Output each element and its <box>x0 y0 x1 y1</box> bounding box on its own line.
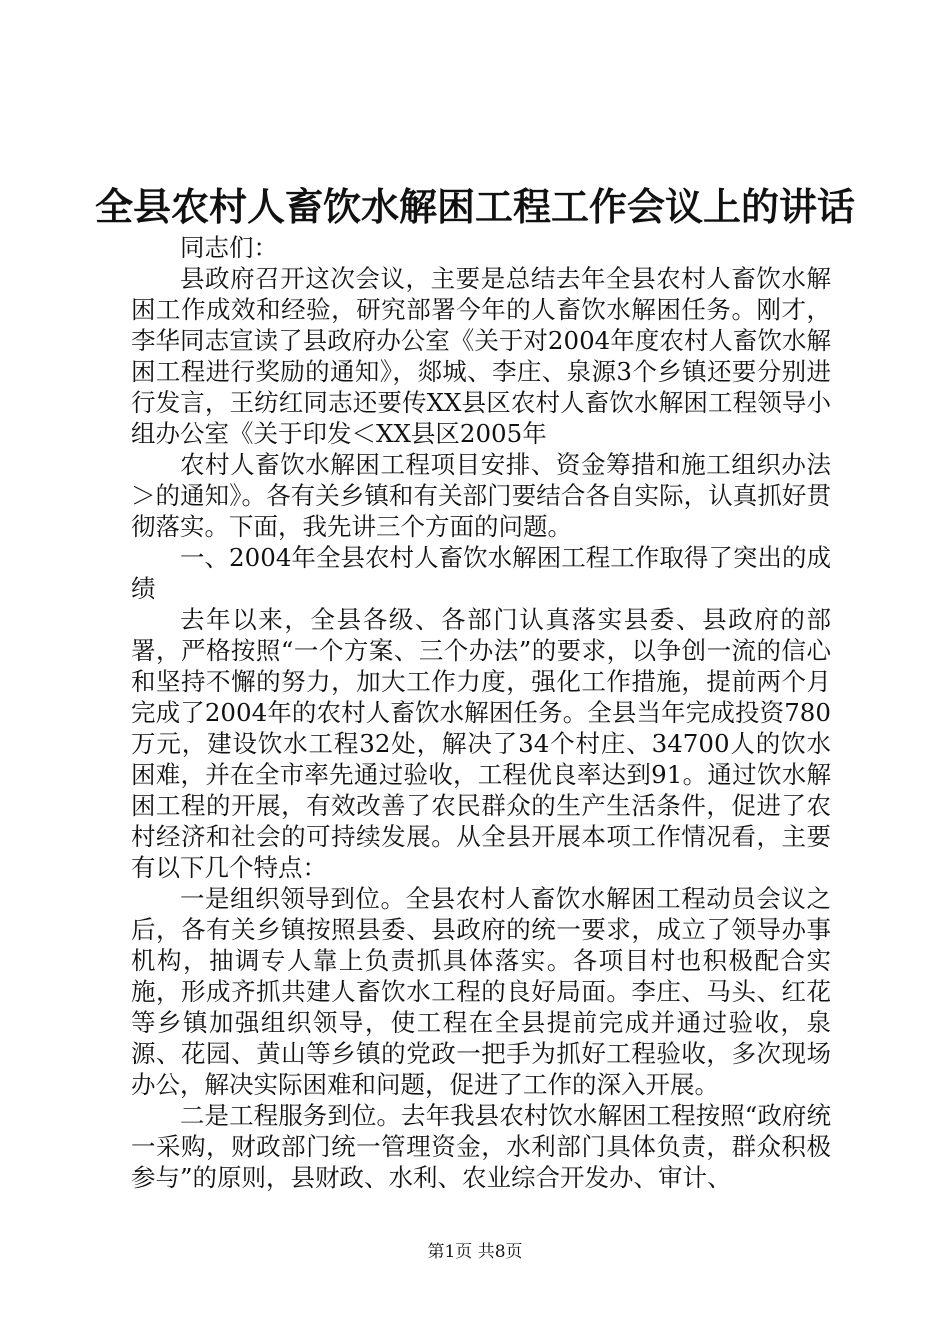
paragraph-salutation: 同志们： <box>180 233 278 262</box>
paragraph: 县政府召开这次会议，主要是总结去年全县农村人畜饮水解困工作成效和经验，研究部署今年的人畜饮水解困任务。刚才，李华同志宣读了县政府办公室《关于对2004年度农村人畜饮水解困工程进行奖励的通知》，郯城、李庄、泉源3个乡镇还要分别进行发言，王纺红同志还要传XX县区农村人畜饮水解困工程领导小组办公室《关于印发＜XX县区2005年 <box>131 264 831 448</box>
paragraph: 农村人畜饮水解困工程项目安排、资金筹措和施工组织办法＞的通知》。各有关乡镇和有关部门要结合各自实际，认真抓好贯彻落实。下面，我先讲三个方面的问题。 <box>131 450 831 541</box>
section-heading: 一、2004年全县农村人畜饮水解困工程工作取得了突出的成绩 <box>131 543 831 603</box>
document-body <box>131 232 831 1193</box>
paragraph: 去年以来，全县各级、各部门认真落实县委、县政府的部署，严格按照“一个方案、三个办法”的要求，以争创一流的信心和坚持不懈的努力，加大工作力度，强化工作措施，提前两个月完成了2004年的农村人畜饮水解困任务。全县当年完成投资780万元，建设饮水工程32处，解决了34个村庄、34700人的饮水困难，并在全市率先通过验收，工程优良率达到91。通过饮水解困工程的开展，有效改善了农民群众的生产生活条件，促进了农村经济和社会的可持续发展。从全县开展本项工作情况看，主要有以下几个特点： <box>131 605 831 882</box>
document-title: 全县农村人畜饮水解困工程工作会议上的讲话 <box>94 185 855 229</box>
page-number-footer: 第1页 共8页 <box>427 1242 523 1262</box>
paragraph: 一是组织领导到位。全县农村人畜饮水解困工程动员会议之后，各有关乡镇按照县委、县政府的统一要求，成立了领导办事机构，抽调专人靠上负责抓具体落实。各项目村也积极配合实施，形成齐抓共建人畜饮水工程的良好局面。李庄、马头、红花等乡镇加强组织领导，使工程在全县提前完成并通过验收，泉源、花园、黄山等乡镇的党政一把手为抓好工程验收，多次现场办公，解决实际困难和问题，促进了工作的深入开展。 <box>131 884 831 1099</box>
paragraph: 二是工程服务到位。去年我县农村饮水解困工程按照“政府统一采购，财政部门统一管理资金，水利部门具体负责，群众积极参与”的原则，县财政、水利、农业综合开发办、审计、 <box>131 1101 831 1192</box>
